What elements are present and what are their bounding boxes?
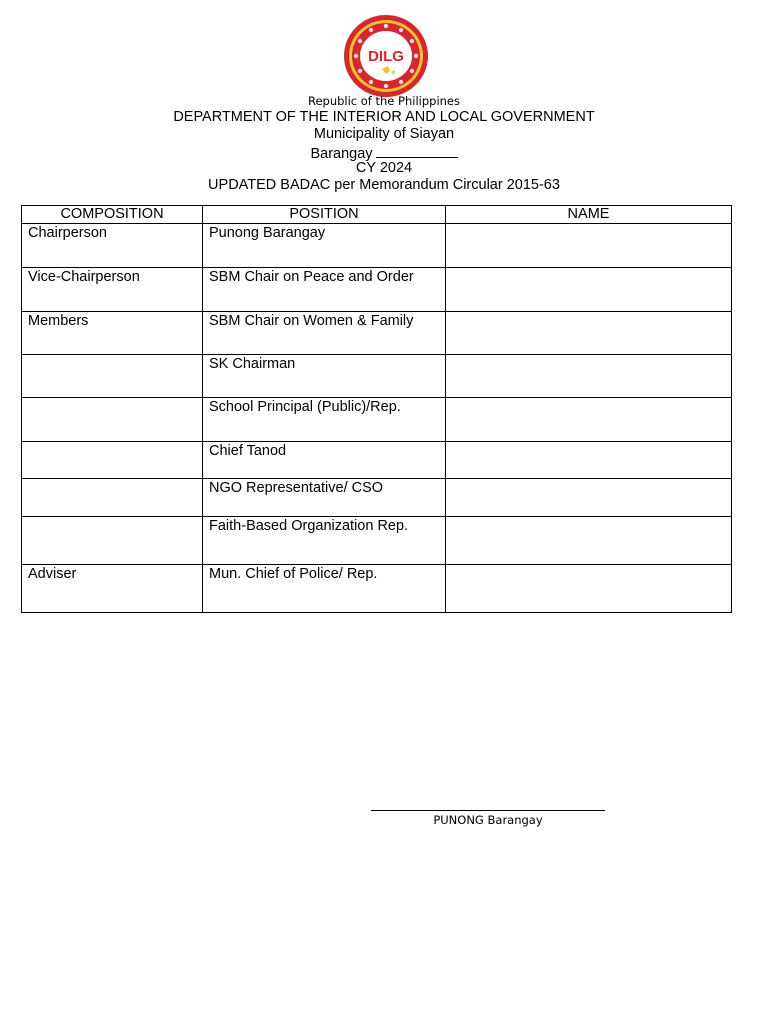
badac-table (21, 205, 732, 613)
table-row (22, 565, 732, 613)
table-row (22, 224, 732, 268)
position-cell: Punong Barangay (203, 224, 446, 268)
document-title: UPDATED BADAC per Memorandum Circular 2015-63 (208, 177, 560, 193)
composition-cell: Adviser (22, 565, 203, 613)
department-title: DEPARTMENT OF THE INTERIOR AND LOCAL GOVERNMENT (173, 109, 595, 125)
table-header-row (22, 206, 732, 224)
dilg-seal-logo (343, 14, 429, 98)
name-cell[interactable] (446, 398, 732, 442)
signature-line[interactable] (371, 810, 605, 811)
column-header-position: POSITION (203, 206, 446, 224)
position-cell: NGO Representative/ CSO (203, 479, 446, 517)
position-cell: Chief Tanod (203, 442, 446, 479)
position-cell: SK Chairman (203, 355, 446, 398)
position-cell: Faith-Based Organization Rep. (203, 517, 446, 565)
composition-cell: Chairperson (22, 224, 203, 268)
table-row (22, 442, 732, 479)
barangay-blank-field[interactable] (376, 143, 458, 158)
column-header-name: NAME (446, 206, 732, 224)
table-row (22, 355, 732, 398)
name-cell[interactable] (446, 224, 732, 268)
table-row (22, 517, 732, 565)
table-row (22, 312, 732, 355)
position-cell: SBM Chair on Peace and Order (203, 268, 446, 312)
composition-cell: Vice-Chairperson (22, 268, 203, 312)
name-cell[interactable] (446, 312, 732, 355)
signature-label: PUNONG Barangay (433, 813, 543, 827)
table-row (22, 398, 732, 442)
municipality-text: Municipality of Siayan (313, 126, 455, 142)
barangay-label: Barangay (310, 146, 373, 162)
calendar-year: CY 2024 (355, 160, 413, 176)
composition-cell: Members (22, 312, 203, 355)
name-cell[interactable] (446, 517, 732, 565)
name-cell[interactable] (446, 442, 732, 479)
name-cell[interactable] (446, 268, 732, 312)
composition-cell (22, 479, 203, 517)
name-cell[interactable] (446, 355, 732, 398)
table-row (22, 268, 732, 312)
position-cell: SBM Chair on Women & Family (203, 312, 446, 355)
republic-text: Republic of the Philippines (307, 94, 461, 108)
position-cell: School Principal (Public)/Rep. (203, 398, 446, 442)
column-header-composition: COMPOSITION (22, 206, 203, 224)
name-cell[interactable] (446, 479, 732, 517)
composition-cell (22, 517, 203, 565)
name-cell[interactable] (446, 565, 732, 613)
dilg-seal-icon (343, 14, 429, 98)
svg-text:DILG: DILG (368, 48, 404, 65)
table-row (22, 479, 732, 517)
composition-cell (22, 398, 203, 442)
composition-cell (22, 355, 203, 398)
composition-cell (22, 442, 203, 479)
position-cell: Mun. Chief of Police/ Rep. (203, 565, 446, 613)
